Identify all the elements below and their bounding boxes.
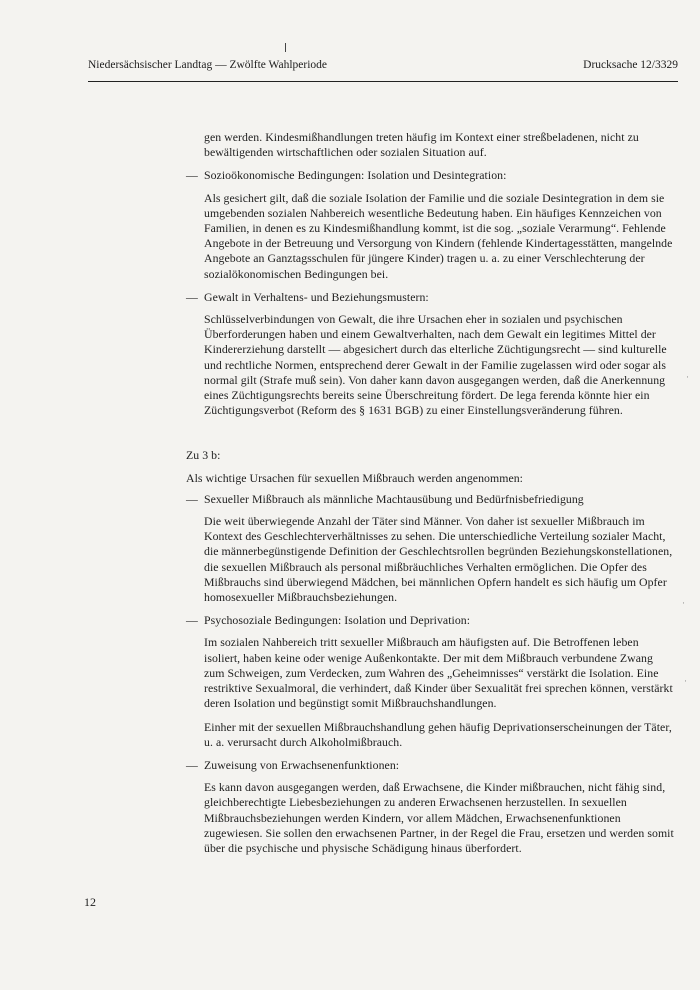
paragraph-deprivation: Einher mit der sexuellen Mißbrauchshandlung gehen häufig Deprivationserscheinungen der Täter, u. a. verursacht durch Alkoholmißbrauch. [204, 719, 672, 749]
list-item-title: Zuweisung von Erwachsenenfunktionen: [204, 757, 400, 772]
list-item-title: Psychosoziale Bedingungen: Isolation und Deprivation: [204, 613, 471, 628]
section-intro: Als wichtige Ursachen für sexuellen Mißbrauch werden angenommen: [186, 470, 524, 485]
list-item-socioeconomic [186, 168, 674, 183]
page-number: 12 [84, 895, 96, 909]
paragraph-socioeconomic: Als gesichert gilt, daß die soziale Isolation der Familie und die soziale Desintegration in dem sie umgebenden sozialen Nahbereich wesentliche Bedeutung haben. Ein häufiges Kennzeichen von Familien, in denen es zu Kindesmißhandlung kommt, ist die sog. „soziale Verarmung“. Fehlende Angebote in der Betreuung und Versorgung von Kindern (fehlende Kindertagesstätten, mangelnde Angebote an Ganztagsschulen für jüngere Kinder) tragen u. a. zu einer Verschlechterung der sozialökonomischen Bedingungen bei. [204, 190, 673, 281]
list-item-male-power [186, 492, 674, 507]
section-heading: Zu 3 b: [186, 448, 221, 463]
dash-bullet: — [186, 289, 198, 304]
paragraph-adult-functions: Es kann davon ausgegangen werden, daß Erwachsene, die Kinder mißbrauchen, nicht fähig sind, gleichberechtigte Liebesbeziehungen zu anderen Erwachsenen herzustellen. In sexuellen Mißbrauchsbeziehungen werden Kindern, vor allem Mädchen, Erwachsenenfunktionen zugewiesen. Sie sollen den erwachsenen Partner, in der Regel die Frau, ersetzen und werden somit über die psychische und physische Schädigung hinaus überfordert. [204, 780, 674, 855]
list-item-psychosocial [186, 613, 674, 628]
list-item-title: Gewalt in Verhaltens- und Beziehungsmustern: [204, 289, 429, 304]
dash-bullet: — [186, 613, 198, 628]
list-item-adult-functions [186, 758, 674, 773]
scan-speck: · [682, 598, 685, 608]
scan-speck: · [686, 372, 689, 382]
paragraph-violence-patterns: Schlüsselverbindungen von Gewalt, die ihre Ursachen eher in sozialen und psychischen Überforderungen haben und einem Gewaltverhalten, nach dem Gewalt ein legitimes Mittel der Kindererziehung darstellt — abgesichert durch das elterliche Züchtigungsrecht — sind kulturelle und rechtliche Normen, entsprechend derer Gewalt in der Familie zugelassen wird oder sogar als normal gilt (Strafe muß sein). Von daher kann davon ausgegangen werden, daß die Anerkennung eines Züchtigungsrechts bereits seine Überschreitung fördert. De lega ferenda könnte hier ein Züchtigungsverbot (Reform des § 1631 BGB) zu einer Einstellungsveränderung führen. [204, 312, 667, 418]
document-body [186, 130, 674, 864]
document-number: Drucksache 12/3329 [583, 59, 678, 71]
dash-bullet: — [186, 168, 198, 183]
list-item-title: Sexueller Mißbrauch als männliche Machtausübung und Bedürfnisbefriedigung [204, 491, 584, 506]
paragraph-psychosocial: Im sozialen Nahbereich tritt sexueller Mißbrauch am häufigsten auf. Die Betroffenen leben isoliert, haben keine oder wenige Außenkontakte. Der mit dem Mißbrauch verbundene Zwang zum Schweigen, zum Verdecken, zum Wahren des „Geheimnisses“ verstärkt die Isolation. Eine restriktive Sexualmoral, die verhindert, daß Kinder über Sexualität frei sprechen können, verstärkt deren Isolation und begünstigt somit Mißbrauchshandlungen. [204, 635, 673, 711]
scan-speck: · [684, 676, 687, 686]
header-tick-mark [285, 43, 286, 52]
paragraph-male-power: Die weit überwiegende Anzahl der Täter sind Männer. Von daher ist sexueller Mißbrauch im Kontext des Geschlechterverhältnisses zu sehen. Die unterschiedliche Verteilung sozialer Macht, die männerbegünstigende Definition der Geschlechtsrollen begründen Beziehungskonstellationen, die sexuellen Mißbrauch als personal mißbräuchliches Verhalten ermöglichen. Die Opfer des Mißbrauchs sind überwiegend Mädchen, bei männlichen Opfern handelt es sich häufig um Opfer homosexueller Mißbrauchsbeziehungen. [204, 514, 673, 605]
list-item-title: Sozioökonomische Bedingungen: Isolation und Desintegration: [204, 168, 507, 183]
paragraph-continued: gen werden. Kindesmißhandlungen treten häufig im Kontext einer streßbeladenen, nicht zu bewältigenden wirtschaftlichen oder sozialen Situation auf. [204, 130, 639, 160]
dash-bullet: — [186, 757, 198, 772]
page-header [88, 55, 678, 82]
dash-bullet: — [186, 491, 198, 506]
list-item-violence-patterns [186, 290, 674, 305]
header-title: Niedersächsischer Landtag — Zwölfte Wahlperiode [88, 59, 327, 71]
